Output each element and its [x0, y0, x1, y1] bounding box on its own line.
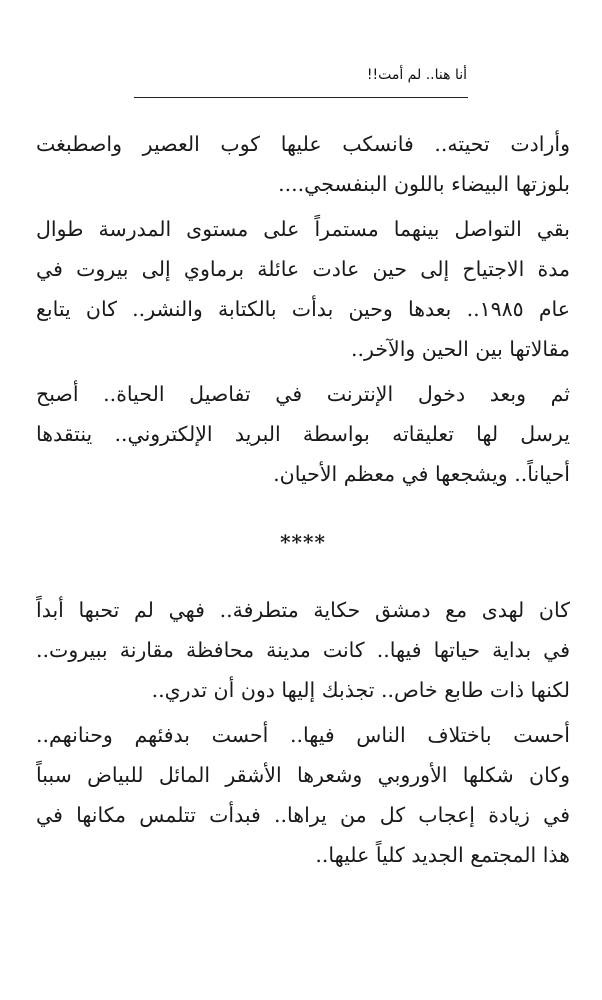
text-line: مقالاتها بين الحين والآخر.. — [350, 337, 570, 361]
text-line: عام ١٩٨٥.. بعدها وحين بدأت بالكتابة والنشر.. كان يتابع — [36, 297, 570, 321]
text-line: هذا المجتمع الجديد كلياً عليها.. — [315, 843, 570, 867]
text-line: كان لهدى مع دمشق حكاية متطرفة.. فهي لم تحبها أبداً — [36, 598, 570, 622]
text-line: في بداية حياتها فيها.. كانت مدينة محافظة مقارنة ببيروت.. — [36, 638, 570, 662]
text-line: في زيادة إعجاب كل من يراها.. فبدأت تتلمس مكانها في — [36, 803, 570, 827]
section-separator: **** — [280, 530, 326, 554]
text-line: وأرادت تحيته.. فانسكب عليها كوب العصير واصطبغت — [36, 132, 570, 156]
text-line: وكان شكلها الأوروبي وشعرها الأشقر المائل للبياض سبباً — [36, 763, 570, 787]
text-line: بلوزتها البيضاء باللون البنفسجي.... — [278, 172, 570, 196]
page-body — [36, 124, 570, 875]
text-line: أحست باختلاف الناس فيها.. أحست بدفئهم وحنانهم.. — [36, 723, 570, 747]
text-line: يرسل لها تعليقاته بواسطة البريد الإلكتروني.. ينتقدها — [36, 422, 570, 446]
paragraph-5 — [36, 715, 570, 875]
text-line: مدة الاجتياح إلى حين عادت عائلة برماوي إلى بيروت في — [36, 257, 570, 281]
paragraph-4 — [36, 590, 570, 710]
header-divider — [134, 97, 468, 98]
text-line: أحياناً.. ويشجعها في معظم الأحيان. — [273, 462, 570, 486]
text-line: لكنها ذات طابع خاص.. تجذبك إليها دون أن تدري.. — [151, 678, 570, 702]
running-header-title: أنا هنا.. لم أمت!! — [366, 67, 467, 83]
text-line: بقي التواصل بينهما مستمراً على مستوى المدرسة طوال — [36, 217, 570, 241]
paragraph-3 — [36, 374, 570, 494]
text-line: ثم وبعد دخول الإنترنت في تفاصيل الحياة.. أصبح — [36, 382, 570, 406]
paragraph-1 — [36, 124, 570, 204]
paragraph-2 — [36, 209, 570, 369]
